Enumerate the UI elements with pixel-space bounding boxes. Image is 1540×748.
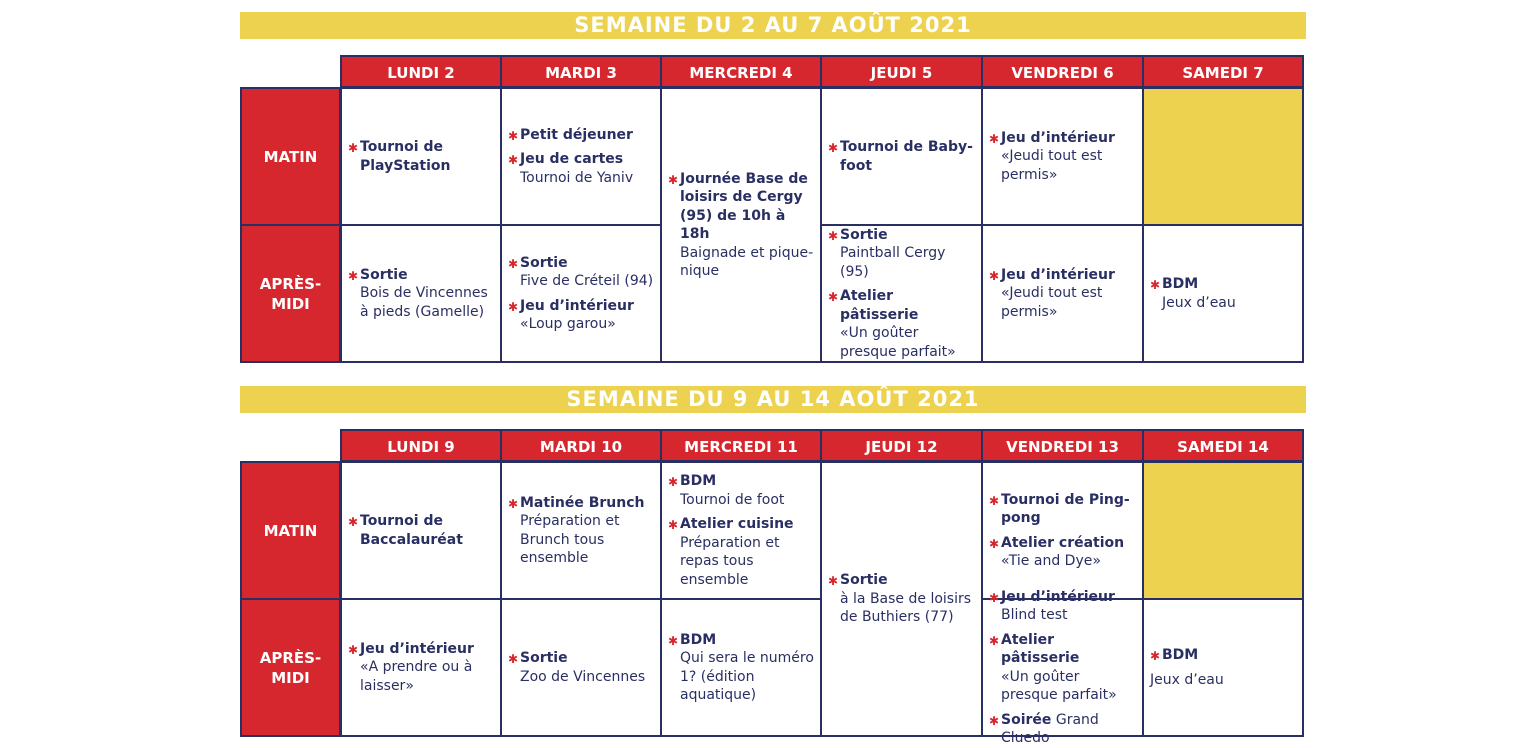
activity-detail: Zoo de Vincennes	[520, 668, 646, 685]
activity-item	[348, 512, 494, 549]
activity-detail: «Tie and Dye»	[1001, 553, 1101, 569]
asterisk-bullet-icon: ✱	[348, 642, 359, 657]
activity-item	[668, 515, 814, 589]
activity-title: Tournoi de Ping-pong	[1001, 491, 1130, 526]
asterisk-bullet-icon: ✱	[828, 290, 839, 305]
day-header-jeudi: JEUDI 12	[820, 429, 983, 462]
activity-item	[348, 138, 494, 175]
asterisk-bullet-icon: ✱	[508, 256, 519, 271]
activity-title: Sortie	[840, 572, 888, 589]
asterisk-bullet-icon: ✱	[989, 590, 1000, 605]
activity-detail: Baignade et pique-nique	[680, 244, 814, 279]
schedule-cell-mardi-apres-midi	[500, 224, 662, 363]
activity-detail: Préparation et Brunch tous ensemble	[520, 513, 620, 566]
row-header-label: APRÈS- MIDI	[259, 648, 322, 687]
asterisk-bullet-icon: ✱	[508, 299, 519, 314]
schedule-cell-samedi-matin	[1142, 87, 1304, 226]
activity-item	[508, 649, 654, 686]
row-header-label: APRÈS- MIDI	[259, 274, 322, 313]
day-header-mercredi: MERCREDI 11	[660, 429, 822, 462]
schedule-cell-jeudi-matin	[820, 87, 983, 226]
activity-detail: «A prendre ou à laisser»	[360, 659, 473, 694]
activity-detail: Tournoi de Yaniv	[520, 169, 634, 186]
activity-item	[989, 588, 1136, 625]
schedule-cell-mercredi-full-day	[660, 87, 822, 363]
asterisk-bullet-icon: ✱	[668, 518, 679, 532]
asterisk-bullet-icon: ✱	[348, 515, 359, 529]
activity-detail: Tournoi de foot	[680, 491, 785, 508]
activity-title: Atelier pâtisserie	[1001, 631, 1080, 666]
row-header-apres-midi	[240, 224, 341, 363]
activity-detail: «Jeudi tout est permis»	[1001, 285, 1103, 320]
activity-item	[508, 126, 654, 145]
activity-title: Jeu d’intérieur	[1001, 129, 1115, 146]
asterisk-bullet-icon: ✱	[989, 268, 1000, 283]
activity-item	[989, 631, 1136, 705]
activity-title: BDM	[680, 631, 717, 648]
schedule-cell-vendredi-apres-midi	[981, 224, 1144, 363]
activity-title: Sortie	[840, 226, 888, 243]
schedule-cell-vendredi-matin	[981, 87, 1144, 226]
activity-detail: Jeux d’eau	[1162, 294, 1236, 311]
activity-item	[828, 138, 975, 175]
row-header-label: MATIN	[263, 147, 318, 166]
schedule-cell-lundi-apres-midi	[340, 224, 502, 363]
activity-item	[508, 254, 654, 291]
activity-detail: Five de Créteil (94)	[520, 273, 654, 289]
row-header-matin	[240, 461, 341, 600]
activity-item	[668, 472, 814, 509]
schedule-cell-mardi-apres-midi	[500, 598, 662, 737]
row-header-label: MATIN	[263, 521, 318, 540]
activity-title: Soirée	[1001, 711, 1052, 728]
activity-item	[1150, 646, 1296, 665]
activity-detail: Jeux d’eau	[1150, 671, 1224, 688]
activity-item	[668, 170, 814, 281]
day-header-mardi: MARDI 3	[500, 55, 662, 88]
week-2-banner: SEMAINE DU 9 AU 14 AOÛT 2021	[240, 386, 1306, 413]
activity-title: BDM	[1162, 276, 1199, 292]
day-header-mercredi: MERCREDI 4	[660, 55, 822, 88]
schedule-cell-lundi-apres-midi	[340, 598, 502, 737]
asterisk-bullet-icon: ✱	[668, 475, 679, 489]
activity-detail: Qui sera le numéro 1? (édition aquatique)	[680, 650, 814, 703]
activity-detail: «Un goûter presque parfait»	[1001, 668, 1117, 703]
activity-item	[348, 640, 494, 696]
schedule-cell-jeudi-apres-midi	[820, 224, 983, 363]
activity-detail: «Loup garou»	[520, 316, 616, 332]
activity-item	[508, 297, 654, 334]
activity-title: Tournoi de PlayStation	[360, 139, 451, 174]
asterisk-bullet-icon: ✱	[828, 141, 839, 155]
activity-item	[828, 571, 975, 627]
schedule-cell-samedi-apres-midi	[1142, 598, 1304, 737]
activity-title: Tournoi de Baccalauréat	[360, 513, 463, 548]
asterisk-bullet-icon: ✱	[989, 493, 1000, 508]
activity-title: Petit déjeuner	[520, 126, 633, 143]
schedule-cell-lundi-matin	[340, 461, 502, 600]
activity-detail: Bois de Vincennes à pieds (Gamelle)	[360, 285, 488, 320]
activity-title: Tournoi de Baby-foot	[840, 139, 973, 174]
activity-title: BDM	[680, 473, 717, 489]
row-header-matin	[240, 87, 341, 226]
asterisk-bullet-icon: ✱	[668, 633, 679, 648]
activity-item	[989, 711, 1136, 748]
activity-detail: «Un goûter presque parfait»	[840, 325, 956, 360]
activity-title: Jeu d’intérieur	[1001, 588, 1115, 605]
activity-item	[508, 150, 654, 187]
activity-detail: «Jeudi tout est permis»	[1001, 148, 1103, 183]
day-header-vendredi: VENDREDI 6	[981, 55, 1144, 88]
week-1-schedule	[240, 55, 1304, 363]
schedule-cell-vendredi-apres-midi	[981, 588, 1144, 746]
asterisk-bullet-icon: ✱	[828, 574, 839, 589]
schedule-cell-mercredi-matin	[660, 461, 822, 600]
asterisk-bullet-icon: ✱	[508, 652, 519, 666]
activity-title: Jeu d’intérieur	[360, 640, 474, 657]
activity-title: Jeu d’intérieur	[520, 297, 634, 314]
activity-detail: Blind test	[1001, 607, 1068, 623]
day-header-jeudi: JEUDI 5	[820, 55, 983, 88]
schedule-cell-samedi-matin	[1142, 461, 1304, 600]
activity-item	[989, 129, 1136, 185]
activity-item	[989, 534, 1136, 571]
asterisk-bullet-icon: ✱	[668, 172, 679, 187]
activity-title: Atelier cuisine	[680, 516, 794, 532]
activity-title: Jeu d’intérieur	[1001, 266, 1115, 283]
day-header-lundi: LUNDI 2	[340, 55, 502, 88]
activity-title: Sortie	[520, 254, 568, 271]
day-header-samedi: SAMEDI 14	[1142, 429, 1304, 462]
asterisk-bullet-icon: ✱	[348, 141, 359, 155]
asterisk-bullet-icon: ✱	[1150, 278, 1161, 292]
activity-item	[668, 631, 814, 705]
asterisk-bullet-icon: ✱	[989, 131, 1000, 146]
schedule-cell-vendredi-matin	[981, 461, 1144, 600]
activity-detail: Paintball Cergy (95)	[840, 245, 946, 280]
activity-item	[828, 226, 975, 282]
activity-item	[989, 266, 1136, 322]
day-header-mardi: MARDI 10	[500, 429, 662, 462]
schedule-cell-mardi-matin	[500, 461, 662, 600]
activity-title: Jeu de cartes	[520, 151, 624, 168]
week-1-banner: SEMAINE DU 2 AU 7 AOÛT 2021	[240, 12, 1306, 39]
schedule-cell-samedi-apres-midi	[1142, 224, 1304, 363]
asterisk-bullet-icon: ✱	[989, 633, 1000, 648]
asterisk-bullet-icon: ✱	[1150, 649, 1161, 663]
asterisk-bullet-icon: ✱	[828, 228, 839, 243]
activity-title: Journée Base de loisirs de Cergy (95) de 10h à 18h	[680, 170, 808, 242]
row-header-apres-midi	[240, 598, 341, 737]
activity-detail: Grand Cluedo	[1001, 711, 1099, 746]
asterisk-bullet-icon: ✱	[508, 153, 519, 168]
day-header-vendredi: VENDREDI 13	[981, 429, 1144, 462]
activity-item	[989, 491, 1136, 528]
activity-title: BDM	[1162, 647, 1199, 663]
activity-item	[828, 287, 975, 361]
schedule-cell-mercredi-apres-midi	[660, 598, 822, 737]
asterisk-bullet-icon: ✱	[989, 536, 1000, 551]
day-header-samedi: SAMEDI 7	[1142, 55, 1304, 88]
activity-item	[1150, 275, 1296, 312]
activity-detail: Préparation et repas tous ensemble	[680, 534, 780, 588]
activity-title: Matinée Brunch	[520, 494, 645, 511]
schedule-cell-lundi-matin	[340, 87, 502, 226]
asterisk-bullet-icon: ✱	[989, 713, 1000, 728]
week-2-schedule	[240, 429, 1304, 746]
activity-title: Atelier pâtisserie	[840, 288, 919, 323]
day-header-lundi: LUNDI 9	[340, 429, 502, 462]
activity-title: Atelier création	[1001, 534, 1125, 551]
activity-item	[348, 266, 494, 322]
schedule-cell-mardi-matin	[500, 87, 662, 226]
activity-item	[508, 494, 654, 568]
activity-title: Sortie	[360, 266, 408, 283]
asterisk-bullet-icon: ✱	[508, 496, 519, 511]
schedule-cell-jeudi-full-day	[820, 461, 983, 737]
asterisk-bullet-icon: ✱	[508, 128, 519, 143]
asterisk-bullet-icon: ✱	[348, 268, 359, 283]
activity-title: Sortie	[520, 650, 568, 666]
activity-detail: à la Base de loisirs de Buthiers (77)	[840, 590, 972, 626]
